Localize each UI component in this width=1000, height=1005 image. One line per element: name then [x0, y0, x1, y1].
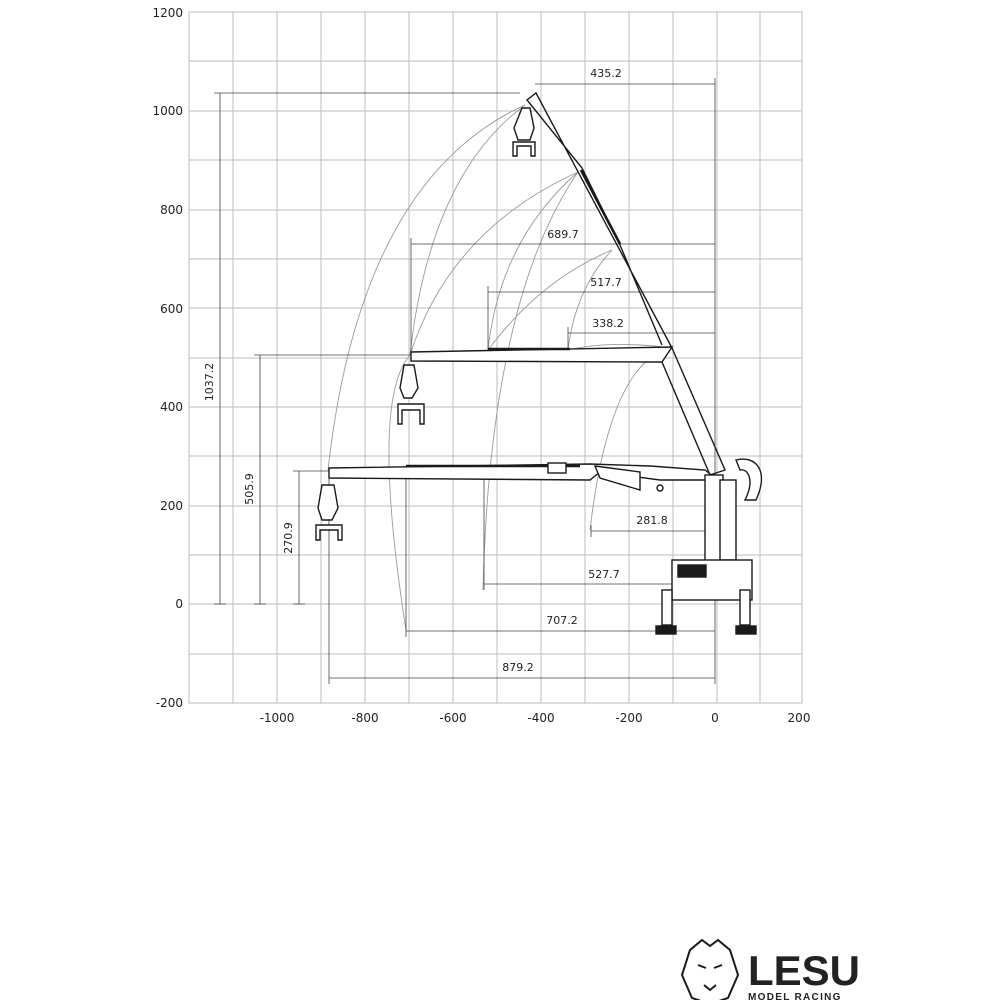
x-tick-label: -400 [527, 711, 555, 725]
dim-label-reach-527: 527.7 [588, 568, 620, 581]
crane-boom-elevated [513, 93, 672, 348]
x-tick-label: -800 [351, 711, 379, 725]
dim-label-reach-517: 517.7 [590, 276, 622, 289]
dim-label-reach-338: 338.2 [592, 317, 624, 330]
brand-logo [682, 940, 860, 1000]
x-tick-label: -600 [439, 711, 467, 725]
y-tick-label: 0 [175, 597, 183, 611]
y-tick-label: 800 [160, 203, 183, 217]
y-tick-label: 200 [160, 499, 183, 513]
dim-label-reach-top: 435.2 [590, 67, 622, 80]
horizontal-dimensions [329, 78, 715, 684]
y-tick-label: -200 [155, 696, 183, 710]
x-tick-label: -200 [615, 711, 643, 725]
reach-arcs [328, 105, 672, 630]
y-tick-label: 400 [160, 400, 183, 414]
dim-label-reach-281: 281.8 [636, 514, 668, 527]
vertical-dimensions [214, 93, 520, 604]
crane-base [656, 348, 761, 634]
dim-label-reach-879: 879.2 [502, 661, 534, 674]
dim-label-height-low: 270.9 [282, 522, 295, 554]
y-tick-label: 600 [160, 302, 183, 316]
x-tick-label: 0 [711, 711, 719, 725]
crane-boom-low [316, 463, 718, 540]
y-axis-labels [152, 6, 183, 710]
dim-label-height-max: 1037.2 [203, 362, 216, 402]
x-axis-labels [260, 711, 811, 725]
dim-label-height-mid: 505.9 [243, 473, 256, 505]
x-tick-label: -1000 [259, 711, 295, 725]
crane-boom-mid [398, 347, 672, 424]
vertical-dimension-labels [203, 363, 295, 554]
y-tick-label: 1000 [152, 104, 183, 118]
brand-name: LESU [748, 947, 861, 994]
y-tick-label: 1200 [152, 6, 183, 20]
lion-head-icon [682, 940, 738, 1000]
brand-tagline: MODEL RACING [748, 992, 842, 1000]
dim-label-reach-689: 689.7 [547, 228, 579, 241]
x-tick-label: 200 [787, 711, 811, 725]
dim-label-reach-707: 707.2 [546, 614, 578, 627]
